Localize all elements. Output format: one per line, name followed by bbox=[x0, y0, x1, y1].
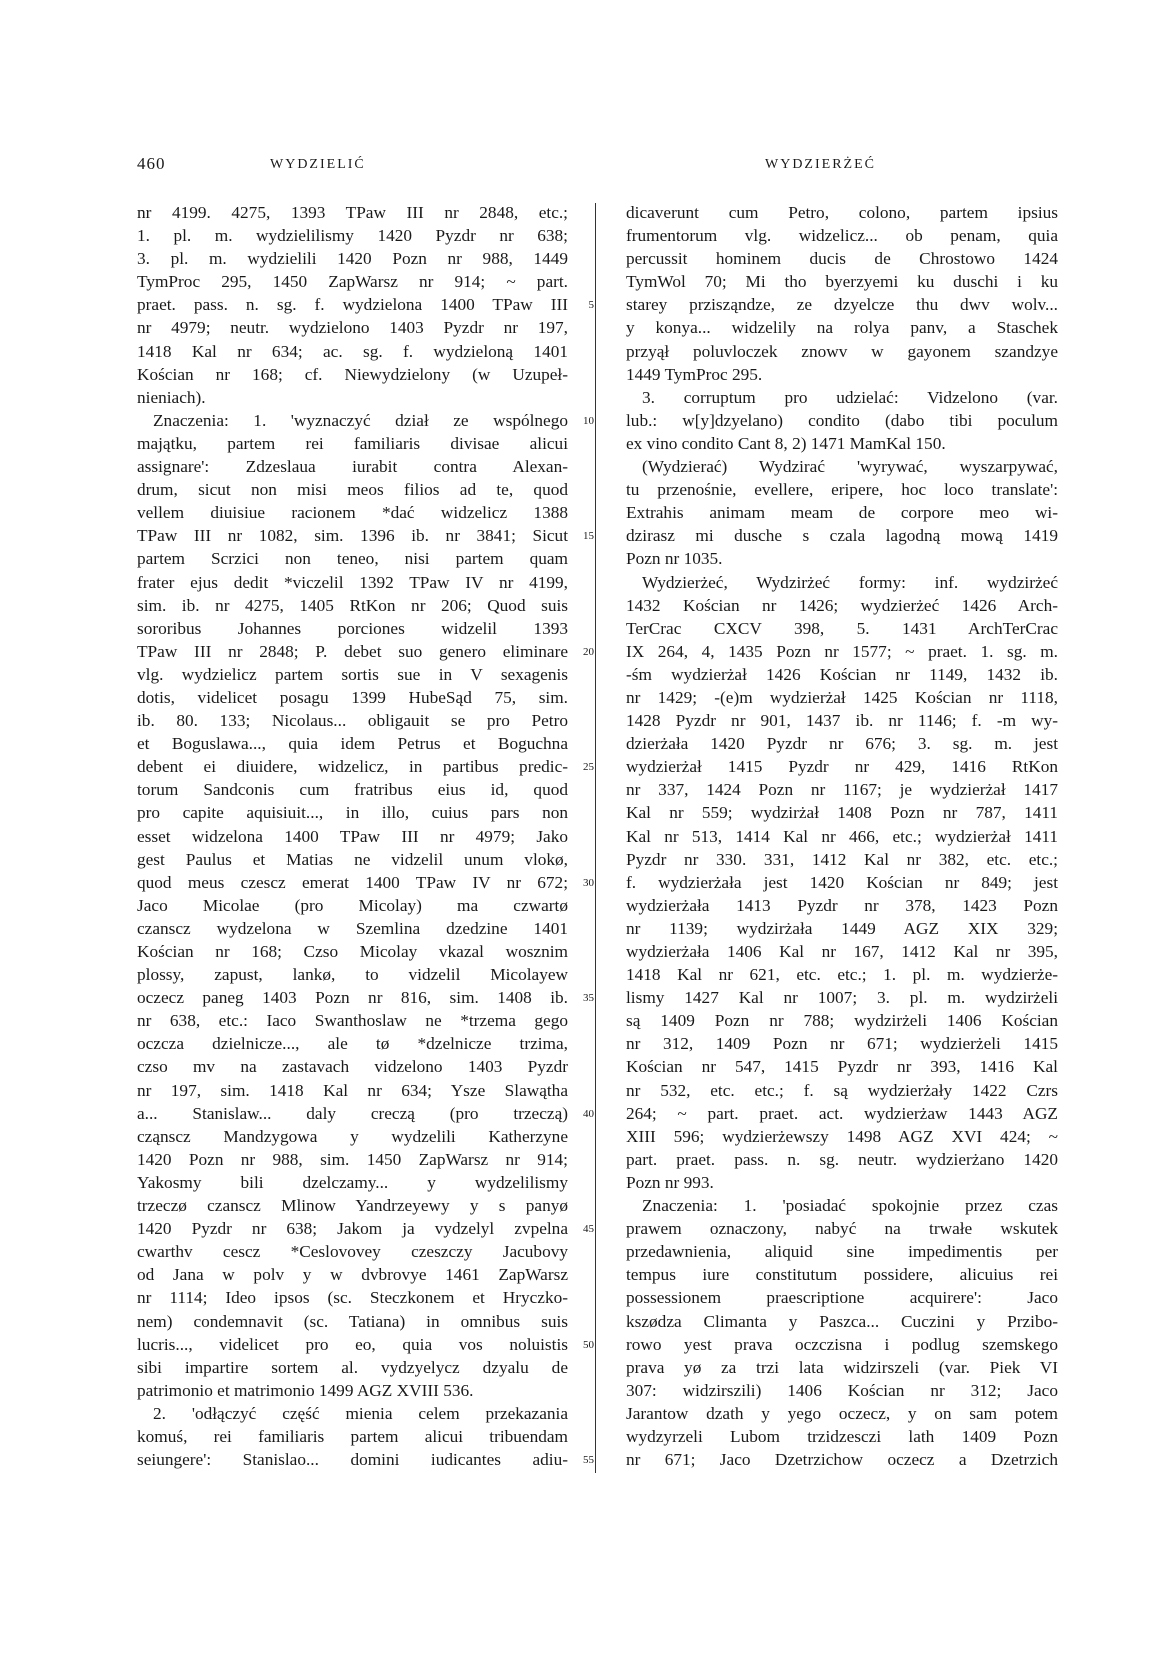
text-line: drum, sicut non misi meos filios ad te, quod bbox=[137, 480, 568, 500]
text-line: 1. pl. m. wydzielilismy 1420 Pyzdr nr 638; bbox=[137, 226, 568, 246]
text-line: przedawnienia, aliquid sine impedimentis per bbox=[626, 1242, 1058, 1262]
text-line: -śm wydzierżał 1426 Kościan nr 1149, 1432 ib. bbox=[626, 664, 1058, 684]
text-line: nr 337, 1424 Pozn nr 1167; je wydzierżał 1417 bbox=[626, 780, 1058, 800]
text-line: starey przisząndze, ze dzyelcze thu dwv wolv... bbox=[626, 295, 1058, 315]
left-column bbox=[137, 201, 568, 1471]
text-line: tempus iure constitutum possidere, alicuius rei bbox=[626, 1265, 1058, 1285]
text-line: czso mv na zastavach vidzelono 1403 Pyzdr bbox=[137, 1057, 568, 1077]
text-line: Jarantow dzath y yego oczecz, y on sam potem bbox=[626, 1403, 1058, 1423]
text-line: czanscz wydzelona w Szemlina dzedzine 1401 bbox=[137, 918, 568, 938]
text-line: 1420 Pozn nr 988, sim. 1450 ZapWarsz nr 914; bbox=[137, 1149, 568, 1169]
text-line: nr 197, sim. 1418 Kal nr 634; Ysze Slawątha bbox=[137, 1080, 568, 1100]
text-line: Jaco Micolae (pro Micolay) ma czwartø bbox=[137, 895, 568, 915]
right-running-head: WYDZIERŻEĆ bbox=[765, 157, 876, 172]
text-line: Kościan nr 547, 1415 Pyzdr nr 393, 1416 Kal bbox=[626, 1057, 1058, 1077]
line-number: 10 bbox=[583, 414, 594, 427]
line-number: 55 bbox=[583, 1454, 594, 1467]
text-line: wydzierżała 1406 Kal nr 167, 1412 Kal nr 395, bbox=[626, 942, 1058, 961]
text-line: assignare': Zdzeslaua iurabit contra Alexan- bbox=[137, 457, 568, 477]
text-line: dotis, videlicet posagu 1399 HubeSąd 75, sim. bbox=[137, 687, 568, 707]
text-line: nr 638, etc.: Iaco Swanthoslaw ne *trzema gego bbox=[137, 1011, 568, 1031]
text-line: torum Sandconis cum fratribus eius id, quod bbox=[137, 780, 568, 800]
text-line: possessionem praescriptione acquirere': Jaco bbox=[626, 1288, 1058, 1308]
line-number: 45 bbox=[583, 1223, 594, 1236]
text-line: Extrahis animam meam de corpore meo wi- bbox=[626, 503, 1058, 523]
text-line: quod meus czescz emerat 1400 TPaw IV nr 672; bbox=[137, 872, 568, 892]
text-line: part. praet. pass. n. sg. neutr. wydzierżano 1420 bbox=[626, 1149, 1058, 1169]
text-line: y konya... widzelily na rolya panv, a Staschek bbox=[626, 318, 1058, 338]
text-line: ex vino condito Cant 8, 2) 1471 MamKal 150. bbox=[626, 433, 946, 453]
text-line: (Wydzierać) Wydzirać 'wyrywać, wyszarpywać, bbox=[642, 457, 1058, 477]
text-line: 1428 Pyzdr nr 901, 1437 ib. nr 1146; f. -m wy- bbox=[626, 711, 1058, 731]
text-line: a... Stanislaw... daly creczą (pro trzeczą) bbox=[137, 1103, 568, 1123]
text-line: nr 532, etc. etc.; f. są wydzierżały 1422 Czrs bbox=[626, 1080, 1058, 1100]
text-line: TymWol 70; Mi tho byerzyemi ku duschi i ku bbox=[626, 272, 1058, 292]
text-line: frater ejus dedit *viczelil 1392 TPaw IV nr 4199, bbox=[137, 572, 568, 592]
text-line: oczecz paneg 1403 Pozn nr 816, sim. 1408 ib. bbox=[137, 988, 568, 1008]
text-line: Kal nr 513, 1414 Kal nr 466, etc.; wydzierżał 1411 bbox=[626, 826, 1058, 846]
left-running-head: WYDZIELIĆ bbox=[270, 157, 366, 172]
text-line: Znaczenia: 1. 'posiadać spokojnie przez czas bbox=[642, 1196, 1058, 1216]
page-number: 460 bbox=[137, 154, 166, 173]
text-line: praet. pass. n. sg. f. wydzielona 1400 TPaw III bbox=[137, 295, 568, 315]
text-line: lismy 1427 Kal nr 1007; 3. pl. m. wydzirżeli bbox=[626, 988, 1058, 1008]
text-line: f. wydzierżała jest 1420 Kościan nr 849; jest bbox=[626, 872, 1058, 892]
text-line: wydzierżał 1415 Pyzdr nr 429, 1416 RtKon bbox=[626, 757, 1058, 777]
text-line: dicaverunt cum Petro, colono, partem ipsius bbox=[626, 203, 1058, 222]
text-line: partem Scrzici non teneo, nisi partem quam bbox=[137, 549, 568, 569]
column-divider bbox=[595, 203, 596, 1473]
line-number: 50 bbox=[583, 1338, 594, 1351]
text-line: gest Paulus et Matias ne vidzelil unum vlokø, bbox=[137, 849, 568, 869]
text-line: nr 4979; neutr. wydzielono 1403 Pyzdr nr 197, bbox=[137, 318, 568, 338]
text-line: trzeczø czanscz Mlinow Yandrzeyewy y s panyø bbox=[137, 1196, 568, 1216]
text-line: frumentorum vlg. widzelicz... ob penam, quia bbox=[626, 226, 1058, 246]
text-line: Wydzierżeć, Wydzirżeć formy: inf. wydzirżeć bbox=[642, 572, 1058, 592]
text-line: Yakosmy bili dzelczamy... y wydzelilismy bbox=[137, 1172, 568, 1192]
text-line: Pozn nr 1035. bbox=[626, 549, 723, 569]
text-line: 1418 Kal nr 634; ac. sg. f. wydzieloną 1401 bbox=[137, 341, 568, 361]
text-line: Kal nr 559; wydzirżał 1408 Pozn nr 787, 1411 bbox=[626, 803, 1058, 823]
text-line: 2. 'odłączyć część mienia celem przekazania bbox=[153, 1403, 568, 1423]
text-line: 1420 Pyzdr nr 638; Jakom ja vydzelyl zvpelna bbox=[137, 1219, 568, 1239]
text-line: prawem oznaczony, nabyć na trwałe wskutek bbox=[626, 1219, 1058, 1239]
text-line: tu przenośnie, evellere, eripere, hoc loco translate': bbox=[626, 480, 1058, 500]
text-line: nr 1114; Ideo ipsos (sc. Steczkonem et Hryczko- bbox=[137, 1288, 568, 1308]
text-line: vellem diuisiue racionem *dać widzelicz 1388 bbox=[137, 503, 568, 523]
text-line: plossy, zapust, lankø, to vidzelil Micolayew bbox=[137, 965, 568, 985]
text-line: są 1409 Pozn nr 788; wydzirżeli 1406 Kościan bbox=[626, 1011, 1058, 1031]
right-column bbox=[626, 201, 1058, 1471]
text-line: IX 264, 4, 1435 Pozn nr 1577; ~ praet. 1. sg. m. bbox=[626, 641, 1058, 661]
text-line: percussit hominem ducis de Chrostowo 1424 bbox=[626, 249, 1058, 269]
text-line: sibi impartire sortem al. vydzyelycz dzyalu de bbox=[137, 1357, 568, 1377]
text-line: nr 4199. 4275, 1393 TPaw III nr 2848, etc.; bbox=[137, 203, 568, 222]
line-number: 40 bbox=[583, 1107, 594, 1120]
text-line: 1432 Kościan nr 1426; wydzierżeć 1426 Arch- bbox=[626, 595, 1058, 615]
text-line: dzirasz mi dusche s czala lagodną mową 1419 bbox=[626, 526, 1058, 546]
text-line: wydzierżała 1413 Pyzdr nr 378, 1423 Pozn bbox=[626, 895, 1058, 915]
text-line: sororibus Johannes porciones widzelil 1393 bbox=[137, 618, 568, 638]
text-line: wydzyrzeli Lubom trzidzesczi lath 1409 Pozn bbox=[626, 1426, 1058, 1446]
text-line: majątku, partem rei familiaris divisae alicui bbox=[137, 433, 568, 453]
text-line: Pyzdr nr 330. 331, 1412 Kal nr 382, etc. etc.; bbox=[626, 849, 1058, 869]
text-line: vlg. wydzielicz partem sortis sue in V sexagenis bbox=[137, 664, 568, 684]
text-line: nr 312, 1409 Pozn nr 671; wydzierżeli 1415 bbox=[626, 1034, 1058, 1054]
text-line: Znaczenia: 1. 'wyznaczyć dział ze wspólnego bbox=[153, 410, 568, 430]
text-line: ib. 80. 133; Nicolaus... obligauit se pro Petro bbox=[137, 711, 568, 731]
text-line: lucris..., videlicet pro eo, quia vos noluistis bbox=[137, 1334, 568, 1354]
text-line: pro capite aquisiuit..., in illo, cuius pars non bbox=[137, 803, 568, 823]
text-line: dzierżała 1420 Pyzdr nr 676; 3. sg. m. jest bbox=[626, 734, 1058, 754]
text-line: patrimonio et matrimonio 1499 AGZ XVIII 536. bbox=[137, 1380, 474, 1400]
text-line: oczcza dzielnicze..., ale tø *dzelnicze trzima, bbox=[137, 1034, 568, 1054]
text-line: nem) condemnavit (sc. Tatiana) in omnibus suis bbox=[137, 1311, 568, 1331]
text-line: Pozn nr 993. bbox=[626, 1172, 714, 1192]
text-line: et Boguslawa..., quia idem Petrus et Boguchna bbox=[137, 734, 568, 754]
line-number: 20 bbox=[583, 645, 594, 658]
text-line: komuś, rei familiaris partem alicui tribuendam bbox=[137, 1426, 568, 1446]
text-line: nr 1429; -(e)m wydzierżał 1425 Kościan nr 1118, bbox=[626, 687, 1058, 707]
text-line: 3. pl. m. wydzielili 1420 Pozn nr 988, 1449 bbox=[137, 249, 568, 269]
line-number: 25 bbox=[583, 761, 594, 774]
text-line: TPaw III nr 2848; P. debet suo genero eliminare bbox=[137, 641, 568, 661]
text-line: debent ei diuidere, widzelicz, in partibus predic- bbox=[137, 757, 568, 777]
text-line: 307: widzirszili) 1406 Kościan nr 312; Jaco bbox=[626, 1380, 1058, 1400]
text-line: nieniach). bbox=[137, 387, 206, 407]
line-number: 5 bbox=[588, 299, 594, 312]
text-line: esset widzelona 1400 TPaw III nr 4979; Jako bbox=[137, 826, 568, 846]
text-line: 1449 TymProc 295. bbox=[626, 364, 763, 384]
text-line: nr 1139; wydzirżała 1449 AGZ XIX 329; bbox=[626, 918, 1058, 938]
text-line: 1418 Kal nr 621, etc. etc.; 1. pl. m. wydzierże- bbox=[626, 965, 1058, 985]
text-line: przyął poluvloczek znowv w gayonem szandzye bbox=[626, 341, 1058, 361]
text-line: kszødza Climanta y Paszca... Cuczini y Przibo- bbox=[626, 1311, 1058, 1331]
text-line: cwarthv cescz *Ceslovovey czeszczy Jacubovy bbox=[137, 1242, 568, 1262]
text-line: Kościan nr 168; Czso Micolay vkazal wosznim bbox=[137, 942, 568, 961]
text-line: XIII 596; wydzierżewszy 1498 AGZ XVI 424; ~ bbox=[626, 1126, 1058, 1146]
line-number: 35 bbox=[583, 992, 594, 1005]
text-line: lub.: w[y]dzyelano) condito (dabo tibi poculum bbox=[626, 410, 1058, 430]
text-line: prava yø za trzi lata widzirszeli (var. Piek VI bbox=[626, 1357, 1058, 1377]
text-line: TymProc 295, 1450 ZapWarsz nr 914; ~ part. bbox=[137, 272, 568, 292]
text-line: TPaw III nr 1082, sim. 1396 ib. nr 3841; Sicut bbox=[137, 526, 568, 546]
text-line: Kościan nr 168; cf. Niewydzielony (w Uzupeł- bbox=[137, 364, 568, 384]
text-line: 264; ~ part. praet. act. wydzierżaw 1443 AGZ bbox=[626, 1103, 1058, 1123]
text-line: rowo yest prava oczczisna i podlug szemskego bbox=[626, 1334, 1058, 1354]
text-line: sim. ib. nr 4275, 1405 RtKon nr 206; Quod suis bbox=[137, 595, 568, 615]
text-line: 3. corruptum pro udzielać: Vidzelono (var. bbox=[642, 387, 1058, 407]
text-line: nr 671; Jaco Dzetrzichow oczecz a Dzetrzich bbox=[626, 1450, 1058, 1470]
text-line: od Jana w polv y w dvbrovye 1461 ZapWarsz bbox=[137, 1265, 568, 1285]
text-line: cząnscz Mandzygowa y wydzelili Katherzyne bbox=[137, 1126, 568, 1146]
text-line: TerCrac CXCV 398, 5. 1431 ArchTerCrac bbox=[626, 618, 1058, 638]
text-line: seiungere': Stanislao... domini iudicantes adiu- bbox=[137, 1450, 568, 1470]
line-number: 15 bbox=[583, 530, 594, 543]
line-number: 30 bbox=[583, 876, 594, 889]
